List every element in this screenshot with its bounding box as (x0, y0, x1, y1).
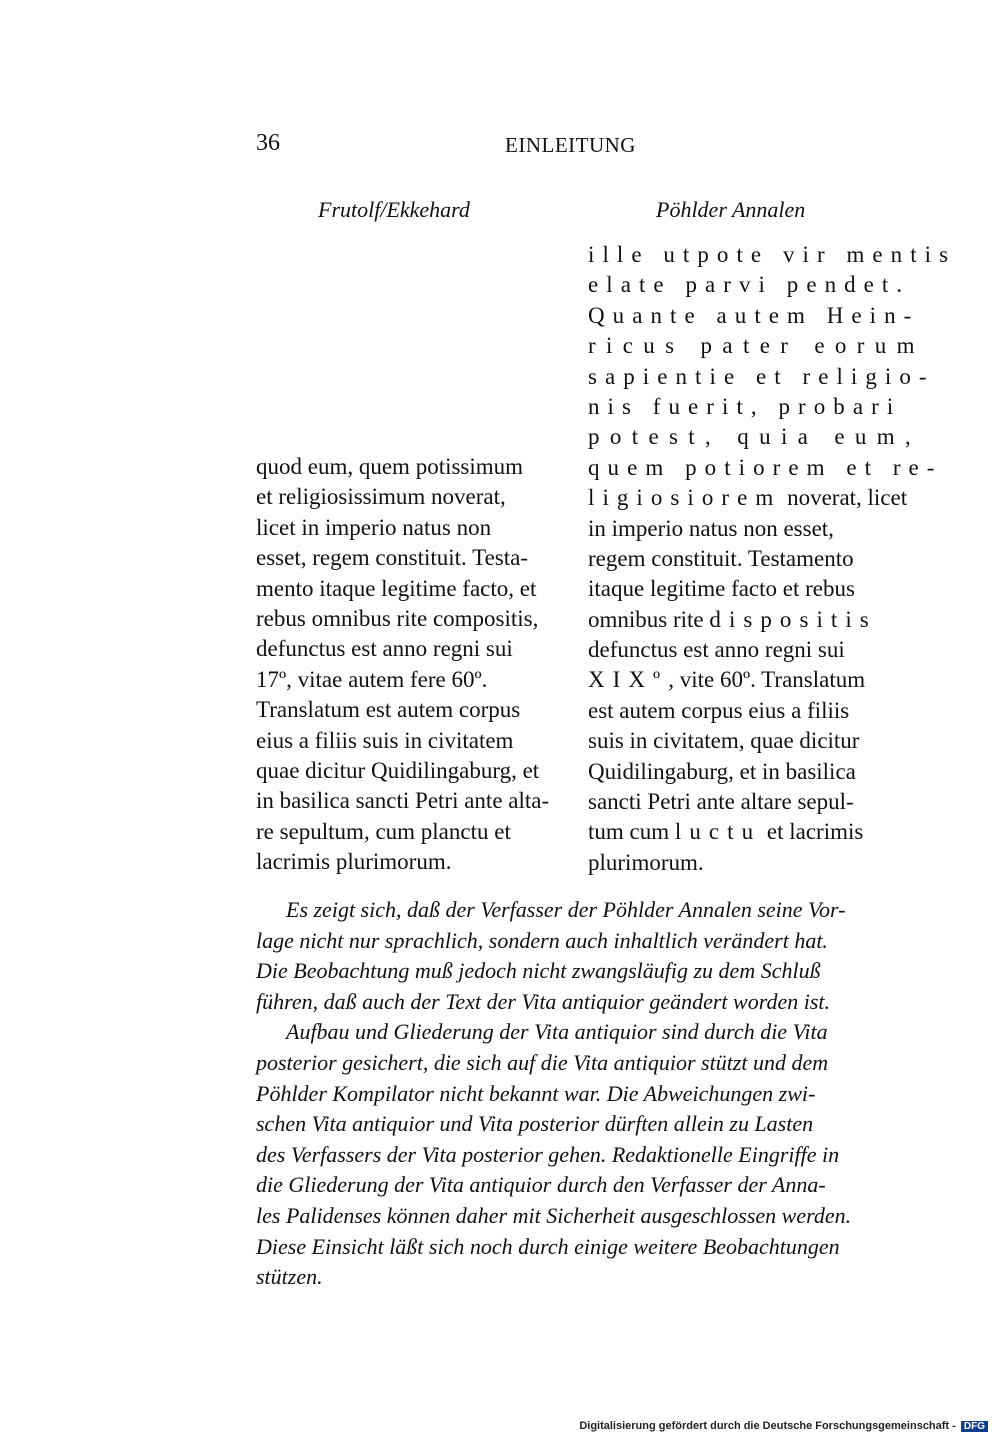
commentary-line: stützen. (256, 1264, 323, 1290)
left-line: in basilica sancti Petri ante alta- (256, 788, 550, 814)
right-line-rest: , vite 60º. Translatum (668, 667, 866, 693)
right-line-spaced: nis fuerit, probari (588, 393, 902, 419)
commentary-line: Pöhlder Kompilator nicht bekannt war. Die Abweichungen zwi- (256, 1080, 816, 1106)
left-line: licet in imperio natus non (256, 514, 492, 540)
left-line: lacrimis plurimorum. (256, 849, 452, 875)
right-line (588, 665, 895, 695)
digitization-credit (579, 1420, 988, 1432)
left-line: eius a filiis suis in civitatem (256, 727, 514, 753)
right-line-spaced: elate parvi pendet. (588, 272, 911, 298)
left-line: quae dicitur Quidilingaburg, et (256, 757, 540, 783)
commentary-line: Es zeigt sich, daß der Verfasser der Pöhlder Annalen seine Vor- (286, 897, 846, 922)
left-line: mento itaque legitime facto, et (256, 575, 537, 601)
right-line-rest: noverat, licet (781, 485, 908, 511)
right-line: Quidilingaburg, et in basilica (588, 758, 856, 784)
running-head: EINLEITUNG (505, 133, 636, 157)
commentary-line: führen, daß auch der Text der Vita antiquior geändert worden ist. (256, 988, 830, 1014)
dfg-logo: DFG (961, 1421, 988, 1432)
commentary-line: die Gliederung der Vita antiquior durch den Verfasser der Anna- (256, 1172, 826, 1198)
right-line: itaque legitime facto et rebus (588, 576, 855, 602)
right-column-heading: Pöhlder Annalen (656, 197, 806, 222)
right-line-start: tum cum (588, 819, 675, 845)
left-line: quod eum, quem potissimum (256, 454, 524, 479)
right-line: suis in civitatem, quae dicitur (588, 728, 860, 754)
right-line: in imperio natus non esset, (588, 515, 834, 541)
commentary-line: posterior gesichert, die sich auf die Vita antiquior stützt und dem (256, 1049, 829, 1075)
commentary-line: schen Vita antiquior und Vita posterior dürften allein zu Lasten (256, 1111, 814, 1137)
credit-text: Digitalisierung gefördert durch die Deutsche Forschungsgemeinschaft - (579, 1420, 956, 1432)
right-column-text (588, 240, 957, 878)
spaced-word: ligiosiorem (588, 485, 782, 511)
right-line: sancti Petri ante altare sepul- (588, 789, 854, 815)
left-line: Translatum est autem corpus (256, 697, 521, 723)
right-line (588, 605, 895, 635)
right-line-spaced: ille utpote vir mentis (588, 242, 957, 267)
right-line: defunctus est anno regni sui (588, 637, 845, 663)
right-line (588, 483, 908, 513)
right-line (588, 817, 895, 847)
right-line-spaced: sapientie et religio- (588, 363, 935, 389)
spaced-word: luctu (674, 819, 762, 845)
left-line: 17º, vitae autem fere 60º. (256, 666, 488, 692)
left-line: re sepultum, cum planctu et (256, 818, 511, 844)
right-line: est autem corpus eius a filiis (588, 697, 850, 723)
right-line: regem constituit. Testamento (588, 545, 854, 571)
left-column-heading: Frutolf/Ekkehard (318, 197, 470, 222)
left-line: et religiosissimum noverat, (256, 484, 506, 510)
page-number: 36 (256, 130, 280, 156)
right-line: plurimorum. (588, 849, 704, 875)
spaced-word: XIXº (588, 667, 669, 693)
right-line-spaced: potest, quia eum, (588, 424, 922, 450)
commentary-line: Die Beobachtung muß jedoch nicht zwangsläufig zu dem Schluß (256, 958, 821, 984)
left-line: defunctus est anno regni sui (256, 636, 513, 662)
right-line-spaced: ricus pater eorum (588, 333, 925, 359)
left-line: rebus omnibus rite compositis, (256, 605, 539, 631)
right-line-start: omnibus rite (588, 606, 710, 632)
spaced-word: dispositis (709, 606, 877, 632)
commentary-line: les Palidenses können daher mit Sicherheit ausgeschlossen werden. (256, 1202, 852, 1228)
commentary-line: lage nicht nur sprachlich, sondern auch inhaltlich verändert hat. (256, 927, 828, 953)
commentary-line: Aufbau und Gliederung der Vita antiquior sind durch die Vita (286, 1019, 828, 1045)
left-column-text (256, 452, 556, 877)
commentary-line: Diese Einsicht läßt sich noch durch einige weitere Beobachtungen (256, 1233, 840, 1259)
right-line-spaced: Quante autem Hein- (588, 302, 920, 328)
left-line: esset, regem constituit. Testa- (256, 545, 528, 571)
right-line-spaced: quem potiorem et re- (588, 454, 943, 480)
right-line-end: et lacrimis (761, 819, 864, 845)
commentary (256, 895, 896, 1293)
commentary-line: des Verfassers der Vita posterior gehen. Redaktionelle Eingriffe in (256, 1141, 840, 1167)
